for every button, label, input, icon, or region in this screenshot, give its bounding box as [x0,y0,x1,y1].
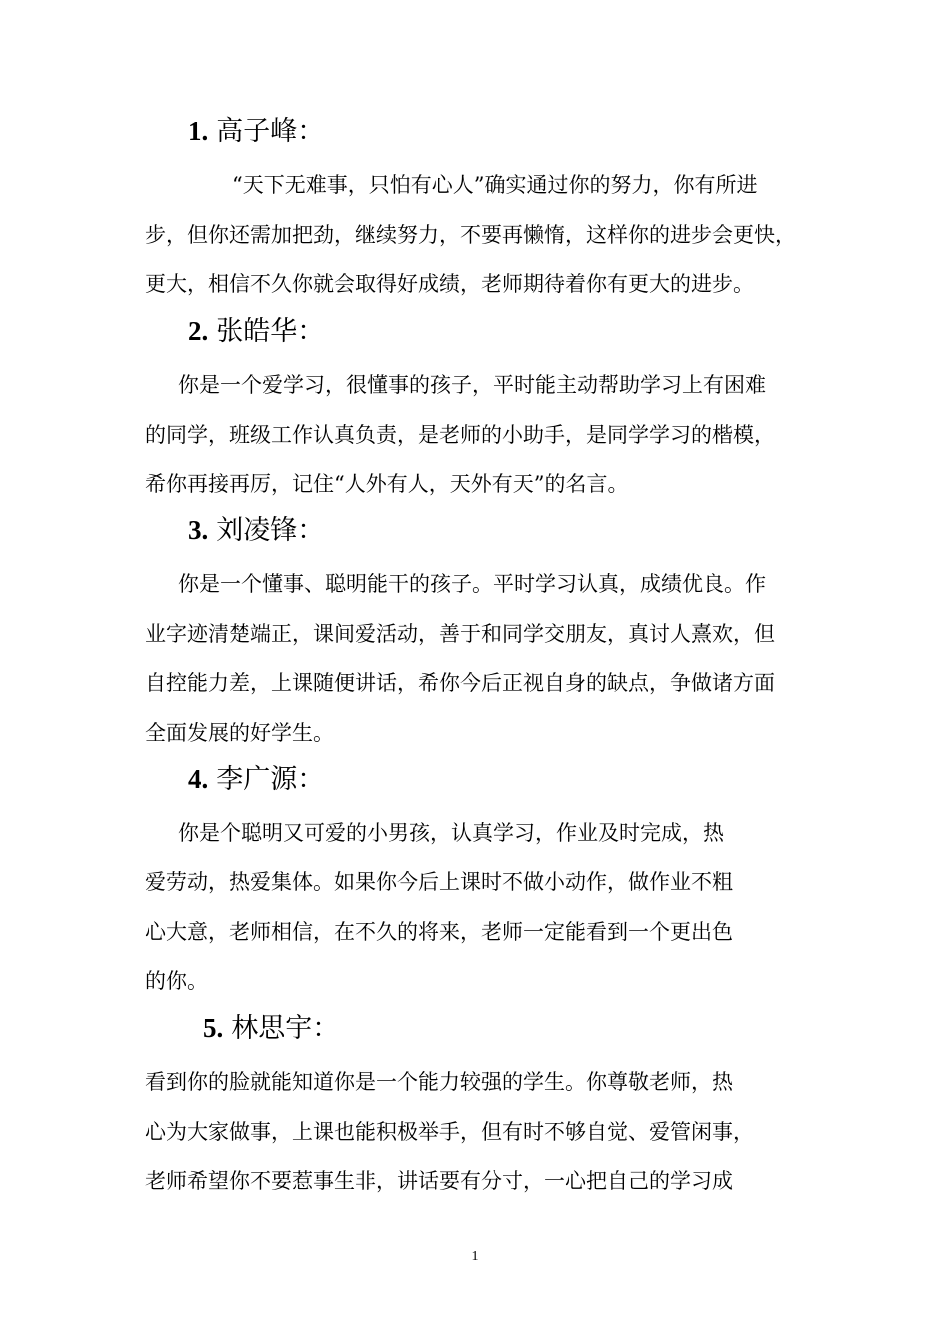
comment-line: 更大，相信不久你就会取得好成绩，老师期待着你有更大的进步。 [145,272,754,296]
comment-line: 全面发展的好学生。 [145,721,334,745]
page-number: 1 [471,1249,479,1264]
comment-line: 心大意，老师相信，在不久的将来，老师一定能看到一个更出色 [145,920,733,944]
entry-heading-5 [203,1011,339,1046]
entry-number: 2. [188,316,209,346]
entry-heading-3 [188,513,324,548]
comment-line: 的同学，班级工作认真负责，是老师的小助手，是同学学习的楷模， [145,423,775,447]
comment-line: 你是个聪明又可爱的小男孩，认真学习，作业及时完成，热 [178,821,724,845]
entry-number: 4. [188,764,209,794]
comment-line: 爱劳动，热爱集体。如果你今后上课时不做小动作，做作业不粗 [145,870,733,894]
comment-line: 步，但你还需加把劲，继续努力，不要再懒惰，这样你的进步会更快， [145,223,796,247]
entry-heading-2 [188,314,324,349]
comment-line: 老师希望你不要惹事生非，讲话要有分寸，一心把自己的学习成 [145,1169,733,1193]
entry-number: 5. [203,1013,224,1043]
comment-line: 你是一个懂事、聪明能干的孩子。平时学习认真，成绩优良。作 [178,572,766,596]
entry-number: 3. [188,515,209,545]
entry-heading-4 [188,762,324,797]
student-name: 林思宇： [231,1013,340,1044]
comment-line: “天下无难事，只怕有心人”确实通过你的努力，你有所进 [232,173,758,197]
student-name: 张皓华： [216,316,325,347]
comment-line: 看到你的脸就能知道你是一个能力较强的学生。你尊敬老师，热 [145,1070,733,1094]
student-name: 高子峰： [216,116,325,147]
student-name: 刘凌锋： [216,515,325,546]
comment-line: 心为大家做事，上课也能积极举手，但有时不够自觉、爱管闲事， [145,1120,754,1144]
student-name: 李广源： [216,764,325,795]
comment-line: 你是一个爱学习，很懂事的孩子，平时能主动帮助学习上有困难 [178,373,766,397]
comment-line: 的你。 [145,969,208,993]
entry-heading-1 [188,114,324,149]
entry-number: 1. [188,116,209,146]
comment-line: 业字迹清楚端正，课间爱活动，善于和同学交朋友，真讨人熹欢，但 [145,622,775,646]
comment-line: 希你再接再厉，记住“人外有人，天外有天”的名言。 [145,472,629,496]
comment-line: 自控能力差，上课随便讲话，希你今后正视自身的缺点，争做诸方面 [145,671,775,695]
